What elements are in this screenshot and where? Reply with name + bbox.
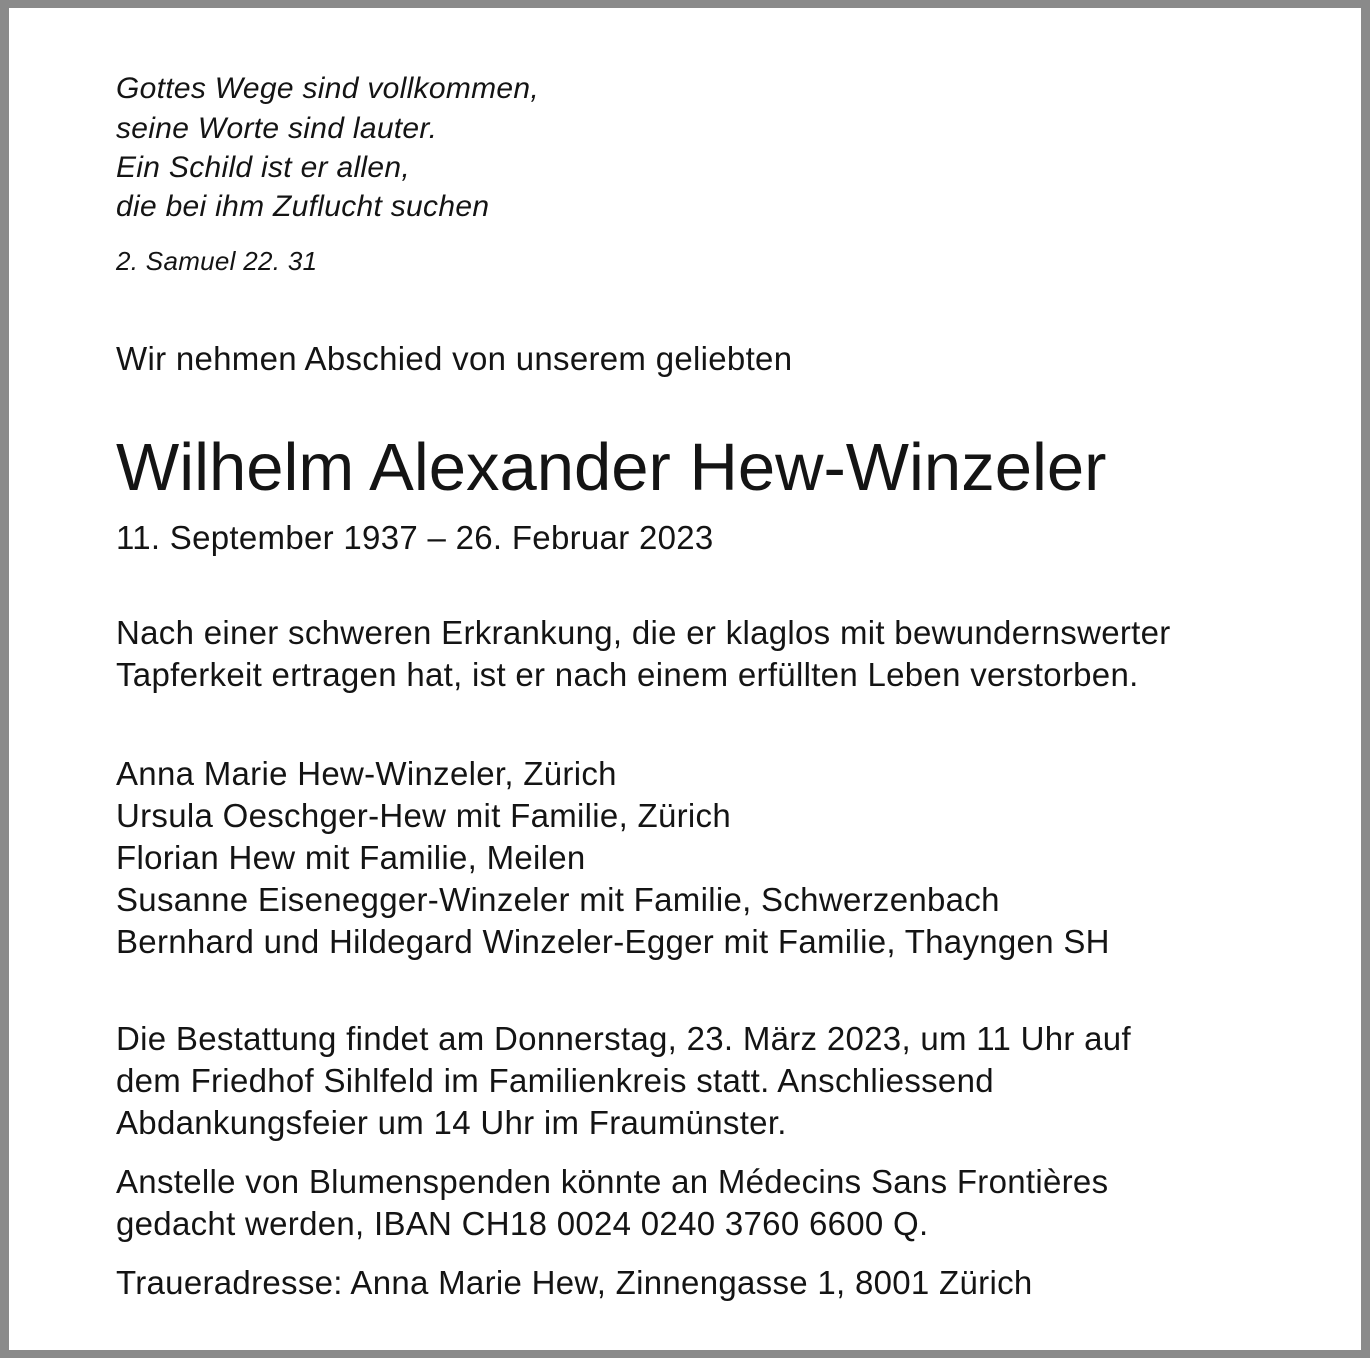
tribute-line: Tapferkeit ertragen hat, ist er nach einem erfüllten Leben verstorben. — [116, 656, 1139, 693]
donation-line: gedacht werden, IBAN CH18 0024 0240 3760 6600 Q. — [116, 1205, 929, 1242]
mourner-item: Anna Marie Hew-Winzeler, Zürich — [116, 755, 617, 792]
verse-line: die bei ihm Zuflucht suchen — [116, 190, 490, 223]
funeral-line: Abdankungsfeier um 14 Uhr im Fraumünster. — [116, 1104, 787, 1141]
deceased-name: Wilhelm Alexander Hew-Winzeler — [116, 430, 1107, 505]
mourner-item: Bernhard und Hildegard Winzeler-Egger mit Familie, Thayngen SH — [116, 923, 1110, 960]
mourner-item: Ursula Oeschger-Hew mit Familie, Zürich — [116, 797, 731, 834]
verse-line: seine Worte sind lauter. — [116, 112, 438, 145]
tribute-line: Nach einer schweren Erkrankung, die er klaglos mit bewundernswerter — [116, 614, 1171, 651]
mourner-item: Susanne Eisenegger-Winzeler mit Familie, Schwerzenbach — [116, 881, 1000, 918]
donation-line: Anstelle von Blumenspenden könnte an Médecins Sans Frontières — [116, 1163, 1109, 1200]
verse-line: Ein Schild ist er allen, — [116, 151, 411, 184]
life-dates: 11. September 1937 – 26. Februar 2023 — [116, 519, 714, 556]
funeral-line: dem Friedhof Sihlfeld im Familienkreis statt. Anschliessend — [116, 1062, 994, 1099]
funeral-line: Die Bestattung findet am Donnerstag, 23. März 2023, um 11 Uhr auf — [116, 1020, 1131, 1057]
intro-text: Wir nehmen Abschied von unserem geliebten — [116, 340, 793, 377]
verse-reference: 2. Samuel 22. 31 — [116, 246, 318, 276]
mourning-address: Traueradresse: Anna Marie Hew, Zinnengasse 1, 8001 Zürich — [116, 1264, 1033, 1301]
verse-line: Gottes Wege sind vollkommen, — [116, 72, 540, 105]
mourner-item: Florian Hew mit Familie, Meilen — [116, 839, 586, 876]
